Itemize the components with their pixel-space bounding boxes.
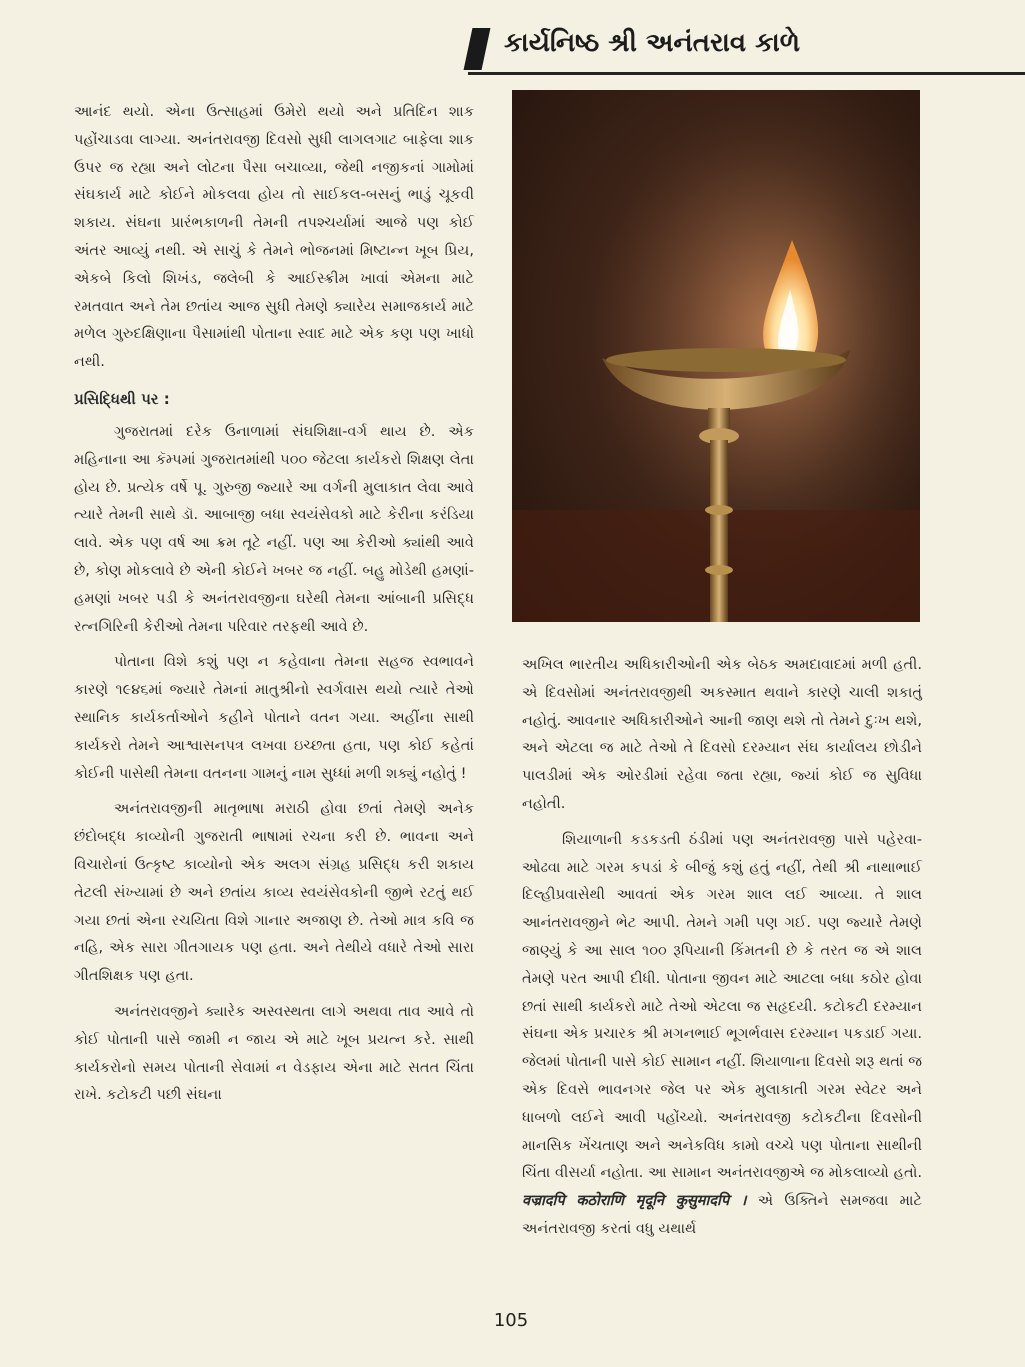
left-paragraph-3: પોતાના વિશે કશું પણ ન કહેવાના તેમના સહજ સ્વભાવને કારણે ૧૯૪૬માં જ્યારે તેમનાં માતુશ્રીનો સ્વર્ગવાસ થયો ત્યારે તેઓ સ્થાનિક કાર્યકર્તાઓને કહીને પોતાને વતન ગયા. અહીંના સાથી કાર્યકરો તેમને આશ્વાસનપત્ર લખવા ઇચ્છતા હતા, પણ કોઈ કહેતાં કોઈની પાસેથી તેમના વતનના ગામનું નામ સુધ્ધાં મળી શક્યું નહોતું ! bbox=[74, 653, 474, 782]
oil-lamp-photo bbox=[512, 90, 920, 622]
right-paragraph-2-tail: એ ઉક્તિને સમજવા માટે અનંતરાવજી કરતાં વધુ યથાર્થ bbox=[522, 1192, 923, 1237]
left-paragraph-1: આનંદ થયો. એના ઉત્સાહમાં ઉમેરો થયો અને પ્રતિદિન શાક પહોંચાડવા લાગ્યા. અનંતરાવજી દિવસો સુધી લાગલગાટ બાફેલા શાક ઉપર જ રહ્યા અને લોટના પૈસા બચાવ્યા, જેથી નજીકનાં ગામોમાં સંઘકાર્ય માટે કોઈને મોકલવા હોય તો સાઈકલ-બસનું ભાડું ચૂકવી શકાય. સંઘના પ્રારંભકાળની તેમની તપશ્ચર્યામાં આજે પણ કોઈ અંતર આવ્યું નથી. એ સાચું કે તેમને ભોજનમાં મિષ્ટાન્ન ખૂબ પ્રિય, એકબે કિલો શિખંડ, જલેબી કે આઈસ્ક્રીમ ખાવાં એમના માટે રમતવાત અને તેમ છતાંય આજ સુધી તેમણે ક્યારેય સમાજકાર્ય માટે મળેલ ગુરુદક્ષિણાના પૈસામાંથી પોતાના સ્વાદ માટે એક કણ પણ ખાધો નથી. bbox=[74, 103, 474, 371]
left-column bbox=[74, 98, 474, 1117]
oil-lamp-icon bbox=[512, 90, 920, 622]
right-paragraph-2-text: શિયાળાની કડકડતી ઠંડીમાં પણ અનંતરાવજી પાસે પહેરવા-ઓઢવા માટે ગરમ કપડાં કે બીજું કશું હતું નહીં, તેથી શ્રી નાથાભાઈ દિલ્હીપ્રવાસેથી આવતાં એક ગરમ શાલ લઈ આવ્યા. તે શાલ આનંતરાવજીને ભેટ આપી. તેમને ગમી પણ ગઈ. પણ જ્યારે તેમણે જાણ્યું કે આ સાલ ૧૦૦ રૂપિયાની કિંમતની છે કે તરત જ એ શાલ તેમણે પરત આપી દીધી. પોતાના જીવન માટે આટલા બધા કઠોર હોવા છતાં સાથી કાર્યકરો માટે તેઓ એટલા જ સહૃદયી. કટોકટી દરમ્યાન સંઘના એક પ્રચારક શ્રી મગનભાઈ ભૂગર્ભવાસ દરમ્યાન પકડાઈ ગયા. જેલમાં પોતાની પાસે કોઈ સામાન નહીં. શિયાળાના દિવસો શરૂ થતાં જ એક દિવસે ભાવનગર જેલ પર એક મુલાકાતી ગરમ સ્વેટર અને ધાબળો લઈને આવી પહોંચ્યો. અનંતરાવજી કટોકટીના દિવસોની માનસિક ખેંચતાણ અને અનેકવિધ કામો વચ્ચે પણ પોતાના સાથીની ચિંતા વીસર્યા નહોતા. આ સામાન અનંતરાવજીએ જ મોકલાવ્યો હતો. bbox=[522, 830, 922, 1182]
chapter-header bbox=[468, 22, 1025, 74]
right-paragraph-2 bbox=[522, 826, 922, 1243]
chapter-title: કાર્યનિષ્ઠ શ્રી અનંતરાવ કાળે bbox=[504, 28, 801, 58]
right-column bbox=[522, 651, 922, 1251]
header-rule bbox=[468, 72, 1025, 75]
header-accent-bar bbox=[464, 28, 491, 70]
left-paragraph-2: ગુજરાતમાં દરેક ઉનાળામાં સંઘશિક્ષા-વર્ગ થાય છે. એક મહિનાના આ કૅમ્પમાં ગુજરાતમાંથી ૫૦૦ જેટલા કાર્યકરો શિક્ષણ લેતા હોય છે. પ્રત્યેક વર્ષે પૂ. ગુરુજી જ્યારે આ વર્ગની મુલાકાત લેવા આવે ત્યારે તેમની સાથે ડૉ. આબાજી બધા સ્વયંસેવકો માટે કેરીના કરંડિયા લાવે. એક પણ વર્ષ આ ક્રમ તૂટે નહીં. પણ આ કેરીઓ ક્યાંથી આવે છે, કોણ મોકલાવે છે એની કોઈને ખબર જ નહીં. બહુ મોડેથી હમણાં-હમણાં ખબર પડી કે અનંતરાવજીના ઘરેથી તેમના આંબાની પ્રસિદ્ધ રત્નગિરિની કેરીઓ તેમના પરિવાર તરફથી આવે છે. bbox=[74, 422, 474, 635]
sanskrit-quote: वज्रादपि कठोराणि मृदूनि कुसुमादपि । bbox=[522, 1192, 747, 1210]
right-paragraph-1: અખિલ ભારતીય અધિકારીઓની એક બેઠક અમદાવાદમાં મળી હતી. એ દિવસોમાં અનંતરાવજીથી અકસ્માત થવાને કારણે ચાલી શકાતું નહોતું. આવનાર અધિકારીઓને આની જાણ થશે તો તેમને દુઃખ થશે, અને એટલા જ માટે તેઓ તે દિવસો દરમ્યાન સંઘ કાર્યાલય છોડીને પાલડીમાં એક ઓરડીમાં રહેવા જતા રહ્યા, જ્યાં કોઈ જ સુવિધા નહોતી. bbox=[522, 656, 922, 812]
left-paragraph-4: અનંતરાવજીની માતૃભાષા મરાઠી હોવા છતાં તેમણે અનેક છંદોબદ્ધ કાવ્યોની ગુજરાતી ભાષામાં રચના કરી છે. ભાવના અને વિચારોનાં ઉત્કૃષ્ટ કાવ્યોનો એક અલગ સંગ્રહ પ્રસિદ્ધ કરી શકાય તેટલી સંખ્યામાં છે અને છતાંય કાવ્ય સ્વયંસેવકોની જીભે રટતું થઈ ગયા છતાં એના રચયિતા વિશે ગાનાર અજાણ છે. તેઓ માત્ર કવિ જ નહિ, એક સારા ગીતગાયક પણ હતા. અને તેથીયે વધારે તેઓ સારા ગીતશિક્ષક પણ હતા. bbox=[74, 800, 474, 985]
left-paragraph-5: અનંતરાવજીને ક્યારેક અસ્વસ્થતા લાગે અથવા તાવ આવે તો કોઈ પોતાની પાસે જામી ન જાય એ માટે ખૂબ પ્રયત્ન કરે. સાથી કાર્યકરોનો સમય પોતાની સેવામાં ન વેડફાય એના માટે સતત ચિંતા રાખે. કટોકટી પછી સંઘના bbox=[74, 1002, 474, 1104]
page-number: 105 bbox=[493, 1310, 529, 1331]
section-heading: પ્રસિદ્ધિથી પર : bbox=[74, 389, 170, 408]
